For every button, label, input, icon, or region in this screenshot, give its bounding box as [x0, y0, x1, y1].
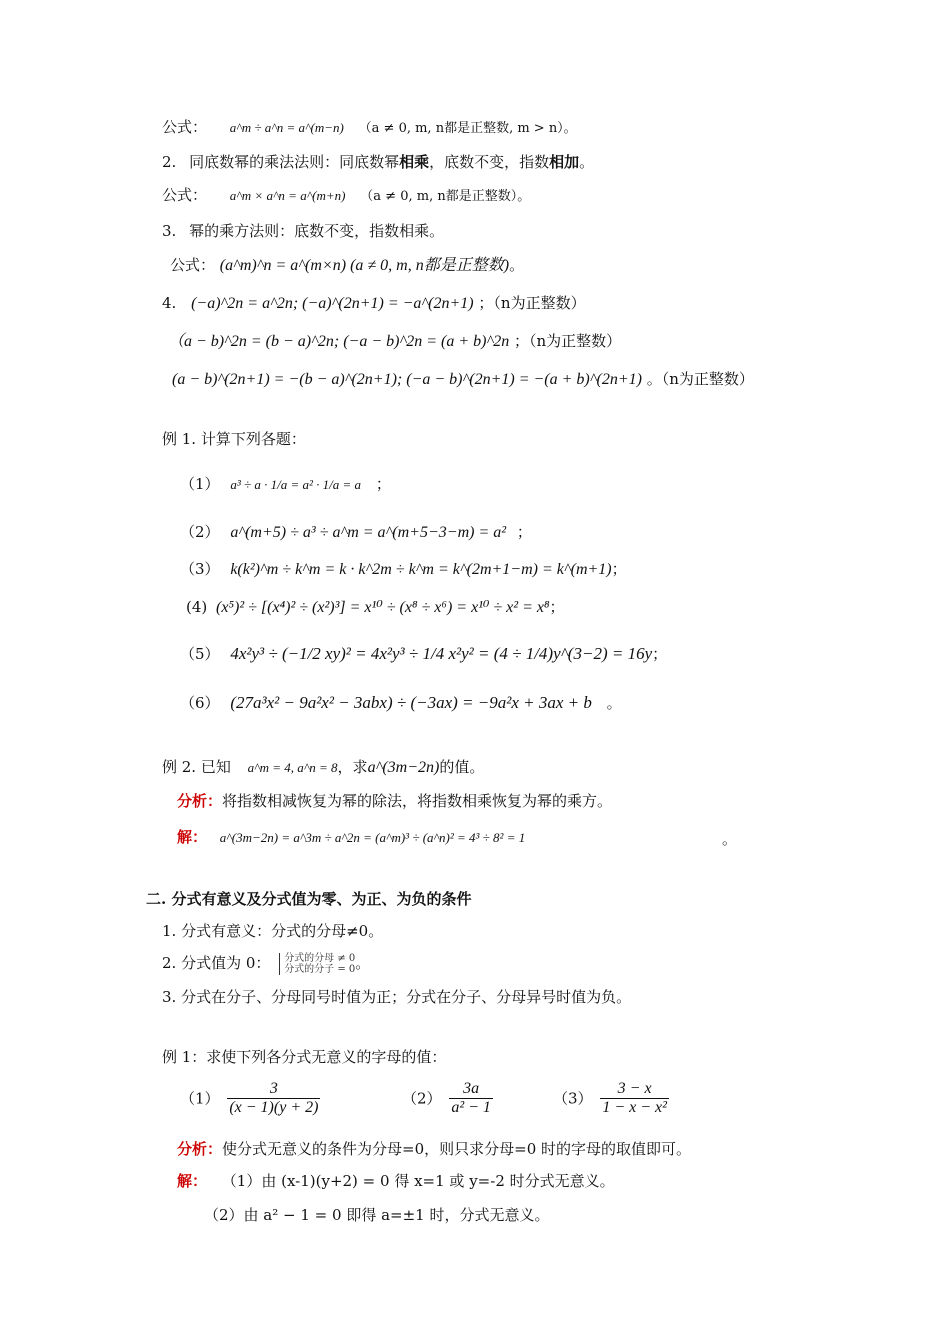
item-number: （2）	[180, 523, 220, 541]
rule-number: 3.	[162, 222, 177, 240]
rule-bold: 相乘	[399, 153, 430, 171]
point-text: 2. 分式值为 0：	[162, 954, 271, 972]
analysis-text: 使分式无意义的条件为分母=0，则只求分母=0 时的字母的取值即可。	[222, 1140, 692, 1158]
rule-number: 2.	[162, 153, 177, 171]
rule-bold: 相加	[549, 153, 580, 171]
power-formula: (a^m)^n = a^(m×n) (a ≠ 0, m, n都是正整数)	[219, 257, 510, 274]
fraction-numerator: 3a	[449, 1080, 493, 1099]
ask-text: 的值。	[439, 758, 485, 776]
punct: ；	[549, 598, 565, 616]
example-1-item-1	[180, 473, 391, 496]
solution-formula: a^(3m−2n) = a^3m ÷ a^2n = (a^m)³ ÷ (a^n)² = 4³ ÷ 8² = 1	[219, 830, 526, 845]
sign-rule-2	[168, 330, 621, 353]
fraction-numerator: 3	[227, 1080, 320, 1099]
fraction-1	[227, 1080, 320, 1117]
condition-denominator: 分式的分母 ≠ 0	[284, 953, 356, 964]
target-formula: a^(3m−2n)	[367, 759, 440, 776]
section-2-heading: 二. 分式有意义及分式值为零、为正、为负的条件	[146, 890, 472, 908]
example-1-item-5	[180, 643, 667, 665]
example-1-item-6	[180, 692, 622, 714]
punct: ；	[375, 475, 391, 493]
example-1-item-3	[180, 558, 627, 581]
rule-text: 。	[579, 153, 595, 171]
fraction-denominator: 1 − x − x²	[602, 1099, 667, 1116]
division-formula: a^m ÷ a^n = a^(m−n)	[229, 120, 344, 135]
item-formula: (27a³x² − 9a²x² − 3abx) ÷ (−3ax) = −9a²x + 3ax + b	[230, 693, 592, 712]
item-formula: (x⁵)² ÷ [(x⁴)² ÷ (x²)³] = x¹⁰ ÷ (x⁸ ÷ x⁶) = x¹⁰ ÷ x² = x⁸	[216, 599, 550, 616]
item-number: (4)	[186, 598, 208, 616]
punct: 。	[509, 256, 525, 274]
formula-power-line	[170, 254, 524, 277]
rule-text: 幂的乘方法则：底数不变，指数相乘。	[189, 222, 445, 240]
given-formula: a^m = 4, a^n = 8	[247, 760, 338, 775]
example-1-item-4	[186, 596, 565, 619]
item-formula: 4x²y³ ÷ (−1/2 xy)² = 4x²y³ ÷ 1/4 x²y² = (4 ÷ 1/4)y^(3−2) = 16y	[230, 644, 653, 663]
sign-formula: (−a)^2n = a^2n; (−a)^(2n+1) = −a^(2n+1)	[191, 295, 474, 312]
item-formula: a³ ÷ a · 1/a = a² · 1/a = a	[230, 477, 362, 492]
item-number: （3）	[180, 560, 220, 578]
rule-text: ，底数不变，指数	[429, 153, 550, 171]
section-2-point-1: 1. 分式有意义：分式的分母≠0。	[162, 922, 384, 940]
rule-power	[162, 220, 444, 242]
analysis-label: 分析：	[177, 1140, 223, 1158]
example-3-analysis	[177, 1138, 691, 1160]
rule-number: 4.	[162, 294, 177, 312]
punct: 。	[606, 694, 622, 712]
item-formula: a^(m+5) ÷ a³ ÷ a^m = a^(m+5−3−m) = a²	[230, 524, 507, 541]
multiplication-condition: （a ≠ 0, m, n都是正整数）。	[360, 189, 531, 204]
formula-label: 公式：	[170, 256, 216, 274]
solution-text: （1）由 (x-1)(y+2) = 0 得 x=1 或 y=-2 时分式无意义。	[221, 1172, 615, 1190]
fraction-denominator: (x − 1)(y + 2)	[229, 1099, 319, 1116]
section-2-point-2	[162, 952, 370, 975]
sign-formula: (a − b)^(2n+1) = −(b − a)^(2n+1); (−a − b)^(2n+1) = −(a + b)^(2n+1)	[172, 371, 642, 388]
solution-end-punct: 。	[722, 830, 738, 848]
sign-condition: ；（n为正整数）	[514, 332, 622, 350]
example-3-solution-1	[177, 1170, 615, 1192]
example-2-solution	[177, 826, 525, 849]
multiplication-formula: a^m × a^n = a^(m+n)	[229, 188, 346, 203]
rule-multiplication	[162, 151, 594, 173]
solution-label: 解：	[177, 828, 208, 846]
sign-rule-3	[172, 368, 754, 391]
formula-multiplication-line	[162, 184, 530, 208]
example-3-solution-2: （2）由 a² − 1 = 0 即得 a=±1 时，分式无意义。	[204, 1206, 550, 1224]
item-number: （2）	[402, 1089, 442, 1108]
example-2-title	[162, 756, 484, 779]
formula-label: 公式：	[162, 186, 208, 204]
example-2-analysis	[177, 790, 612, 812]
condition-brace	[279, 953, 355, 975]
item-number: （5）	[180, 645, 220, 663]
sign-condition: ；（n为正整数）	[478, 294, 586, 312]
condition-numerator: 分式的分子 = 0	[284, 964, 356, 975]
item-number: （3）	[553, 1089, 593, 1108]
item-number: （1）	[180, 475, 220, 493]
item-number: （1）	[180, 1089, 220, 1108]
section-2-point-3: 3. 分式在分子、分母同号时值为正；分式在分子、分母异号时值为负。	[162, 988, 632, 1006]
example-1-item-2	[180, 521, 532, 544]
punct: 。	[355, 954, 371, 972]
sign-formula: （a − b)^2n = (b − a)^2n; (−a − b)^2n = (a + b)^2n	[168, 333, 510, 350]
punct: ；	[652, 645, 668, 663]
sign-condition: 。（n为正整数）	[646, 370, 754, 388]
fraction-item-2	[402, 1080, 496, 1117]
example-3-title: 例 1：求使下列各分式无意义的字母的值：	[162, 1048, 447, 1066]
fraction-denominator: a² − 1	[451, 1099, 491, 1116]
ask-text: ，求	[337, 758, 368, 776]
rule-text: 同底数幂的乘法法则：同底数幂	[189, 153, 400, 171]
formula-division-line	[162, 116, 577, 140]
fraction-item-3	[553, 1080, 672, 1117]
example-label: 例 2. 已知	[162, 758, 231, 776]
example-1-title: 例 1. 计算下列各题：	[162, 430, 306, 448]
fraction-2	[449, 1080, 493, 1117]
item-number: （6）	[180, 694, 220, 712]
punct: ；	[516, 523, 532, 541]
division-condition: （a ≠ 0, m, n都是正整数, m > n）。	[358, 121, 577, 136]
sign-rule-1	[162, 292, 586, 315]
solution-label: 解：	[177, 1172, 208, 1190]
item-formula: k(k²)^m ÷ k^m = k · k^2m ÷ k^m = k^(2m+1−m) = k^(m+1)	[230, 561, 612, 578]
analysis-label: 分析：	[177, 792, 223, 810]
fraction-3	[600, 1080, 669, 1117]
formula-label: 公式：	[162, 118, 208, 136]
fraction-numerator: 3 − x	[600, 1080, 669, 1099]
fraction-item-1	[180, 1080, 323, 1117]
punct: ；	[611, 560, 627, 578]
analysis-text: 将指数相减恢复为幂的除法，将指数相乘恢复为幂的乘方。	[222, 792, 613, 810]
